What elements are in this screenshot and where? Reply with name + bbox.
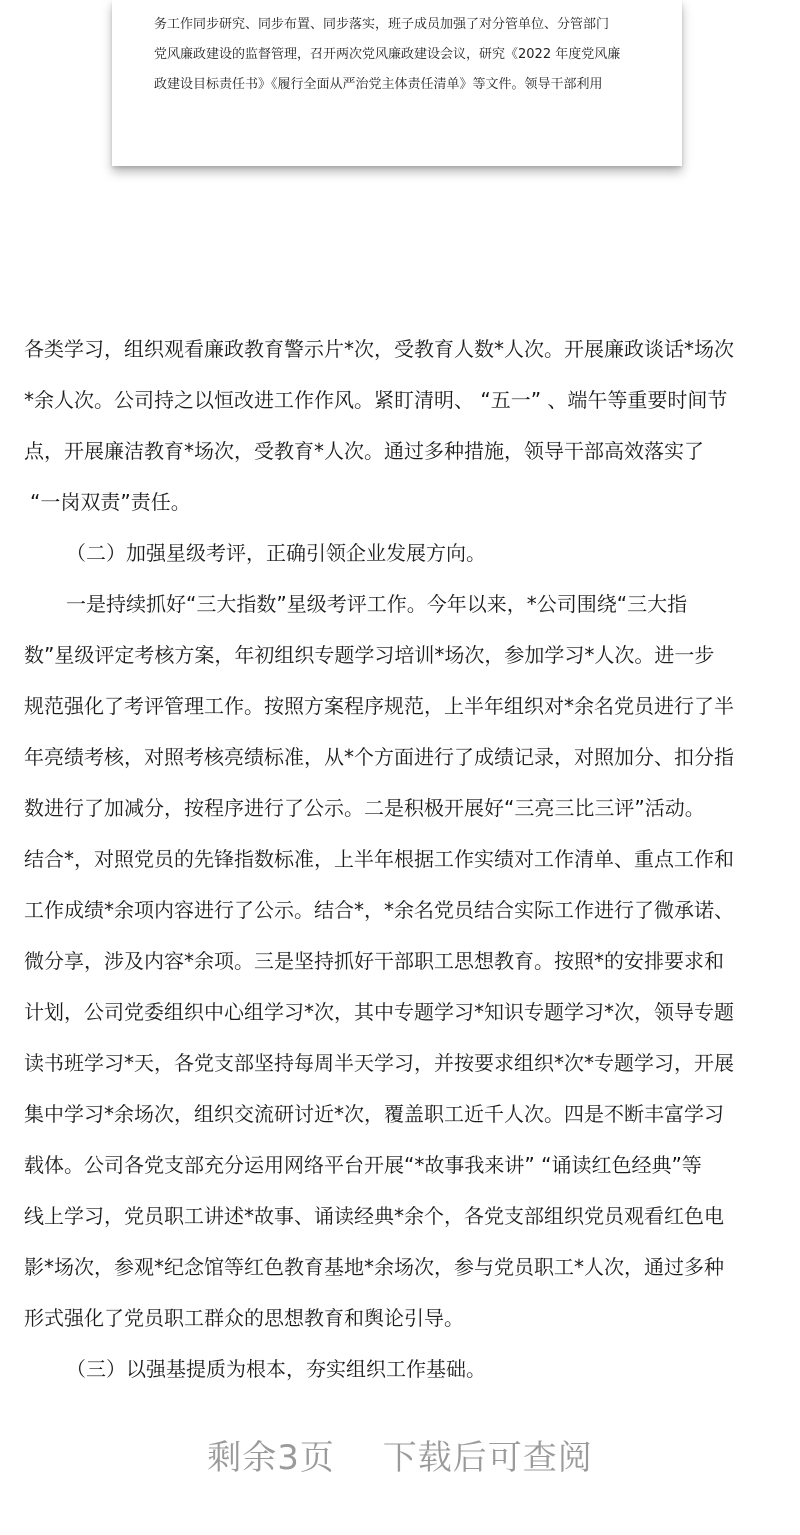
body-line: 数进行了加减分，按程序进行了公示。二是积极开展好“三亮三比三评”活动。 bbox=[24, 796, 705, 820]
remaining-pages-label: 剩余3页 bbox=[207, 1438, 335, 1478]
section-heading: （二）加强星级考评，正确引领企业发展方向。 bbox=[66, 541, 486, 565]
download-prompt[interactable] bbox=[0, 1430, 800, 1479]
body-line: “一岗双责”责任。 bbox=[30, 490, 191, 514]
body-line: 结合*，对照党员的先锋指数标准，上半年根据工作实绩对工作清单、重点工作和 bbox=[24, 847, 734, 871]
preview-line: 务工作同步研究、同步布置、同步落实，班子成员加强了对分管单位、分管部门 bbox=[154, 17, 610, 32]
document-body bbox=[24, 324, 776, 1395]
body-line: 点，开展廉洁教育*场次，受教育*人次。通过多种措施，领导干部高效落实了 bbox=[24, 439, 704, 463]
body-line: 规范强化了考评管理工作。按照方案程序规范，上半年组织对*余名党员进行了半 bbox=[24, 694, 734, 718]
body-line: 集中学习*余场次，组织交流研讨近*次，覆盖职工近千人次。四是不断丰富学习 bbox=[24, 1102, 724, 1126]
body-line: *余人次。公司持之以恒改进工作作风。紧盯清明、 “五一” 、端午等重要时间节 bbox=[24, 388, 728, 412]
preview-line: 政建设目标责任书》《履行全面从严治党主体责任清单》等文件。领导干部利用 bbox=[154, 77, 603, 92]
section-heading: （三）以强基提质为根本，夯实组织工作基础。 bbox=[66, 1357, 486, 1381]
body-line: 计划，公司党委组织中心组学习*次，其中专题学习*知识专题学习*次，领导专题 bbox=[24, 1000, 734, 1024]
body-line: 工作成绩*余项内容进行了公示。结合*，*余名党员结合实际工作进行了微承诺、 bbox=[24, 898, 734, 922]
body-line: 各类学习，组织观看廉政教育警示片*次，受教育人数*人次。开展廉政谈话*场次 bbox=[24, 337, 734, 361]
body-line: 读书班学习*天，各党支部坚持每周半天学习，并按要求组织*次*专题学习，开展 bbox=[24, 1051, 734, 1075]
preview-page-card bbox=[112, 0, 682, 166]
body-line: 微分享，涉及内容*余项。三是坚持抓好干部职工思想教育。按照*的安排要求和 bbox=[24, 949, 724, 973]
body-line: 一是持续抓好“三大指数”星级考评工作。今年以来，*公司围绕“三大指 bbox=[66, 592, 688, 616]
preview-line: 党风廉政建设的监督管理，召开两次党风廉政建设会议，研究《2022 年度党风廉 bbox=[154, 47, 621, 62]
body-line: 年亮绩考核，对照考核亮绩标准，从*个方面进行了成绩记录，对照加分、扣分指 bbox=[24, 745, 734, 769]
body-line: 载体。公司各党支部充分运用网络平台开展“*故事我来讲” “诵读红色经典”等 bbox=[24, 1153, 702, 1177]
body-line: 形式强化了党员职工群众的思想教育和舆论引导。 bbox=[24, 1306, 464, 1330]
body-line: 线上学习，党员职工讲述*故事、诵读经典*余个，各党支部组织党员观看红色电 bbox=[24, 1204, 724, 1228]
download-to-view-label: 下载后可查阅 bbox=[382, 1438, 593, 1478]
body-line: 数”星级评定考核方案，年初组织专题学习培训*场次，参加学习*人次。进一步 bbox=[24, 643, 715, 667]
body-line: 影*场次，参观*纪念馆等红色教育基地*余场次，参与党员职工*人次，通过多种 bbox=[24, 1255, 724, 1279]
